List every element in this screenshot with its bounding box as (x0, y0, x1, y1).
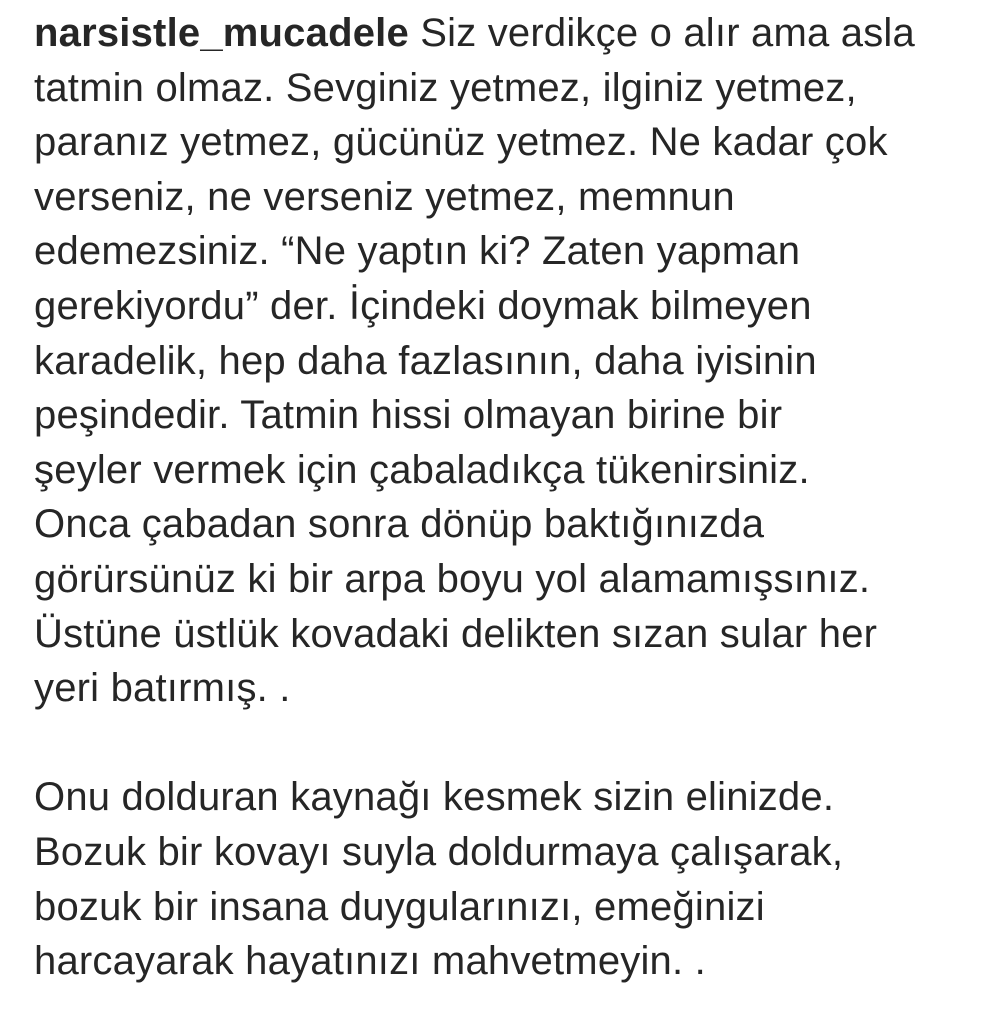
caption-paragraph-2 (34, 770, 984, 988)
caption-line: Üstüne üstlük kovadaki delikten sızan sular her (34, 611, 878, 656)
caption-line: edemezsiniz. “Ne yaptın ki? Zaten yapman (34, 229, 801, 274)
caption-line (34, 6, 984, 61)
caption-line: tatmin olmaz. Sevginiz yetmez, ilginiz yetmez, (34, 65, 857, 110)
caption-line: bozuk bir insana duygularınızı, emeğinizi (34, 884, 765, 929)
caption-line: şeyler vermek için çabaladıkça tükenirsiniz. (34, 447, 810, 492)
caption-text: Siz verdikçe o alır ama asla (420, 11, 915, 55)
caption-paragraph-1 (34, 6, 984, 716)
caption-line: yeri batırmış. . (34, 666, 291, 711)
caption-line: gerekiyordu” der. İçindeki doymak bilmeyen (34, 283, 812, 328)
caption-line: harcayarak hayatınızı mahvetmeyin. . (34, 939, 706, 984)
caption-line: verseniz, ne verseniz yetmez, memnun (34, 174, 735, 219)
caption-line: Bozuk bir kovayı suyla doldurmaya çalışarak, (34, 829, 844, 874)
username-link[interactable]: narsistle_mucadele (34, 11, 409, 55)
post-caption (34, 6, 984, 989)
caption-line: paranız yetmez, gücünüz yetmez. Ne kadar çok (34, 120, 888, 165)
caption-line: Onu dolduran kaynağı kesmek sizin elinizde. (34, 775, 835, 820)
caption-line: karadelik, hep daha fazlasının, daha iyisinin (34, 338, 817, 383)
caption-line: peşindedir. Tatmin hissi olmayan birine bir (34, 393, 783, 438)
caption-line: Onca çabadan sonra dönüp baktığınızda (34, 502, 765, 547)
caption-line: görürsünüz ki bir arpa boyu yol alamamışsınız. (34, 556, 871, 601)
